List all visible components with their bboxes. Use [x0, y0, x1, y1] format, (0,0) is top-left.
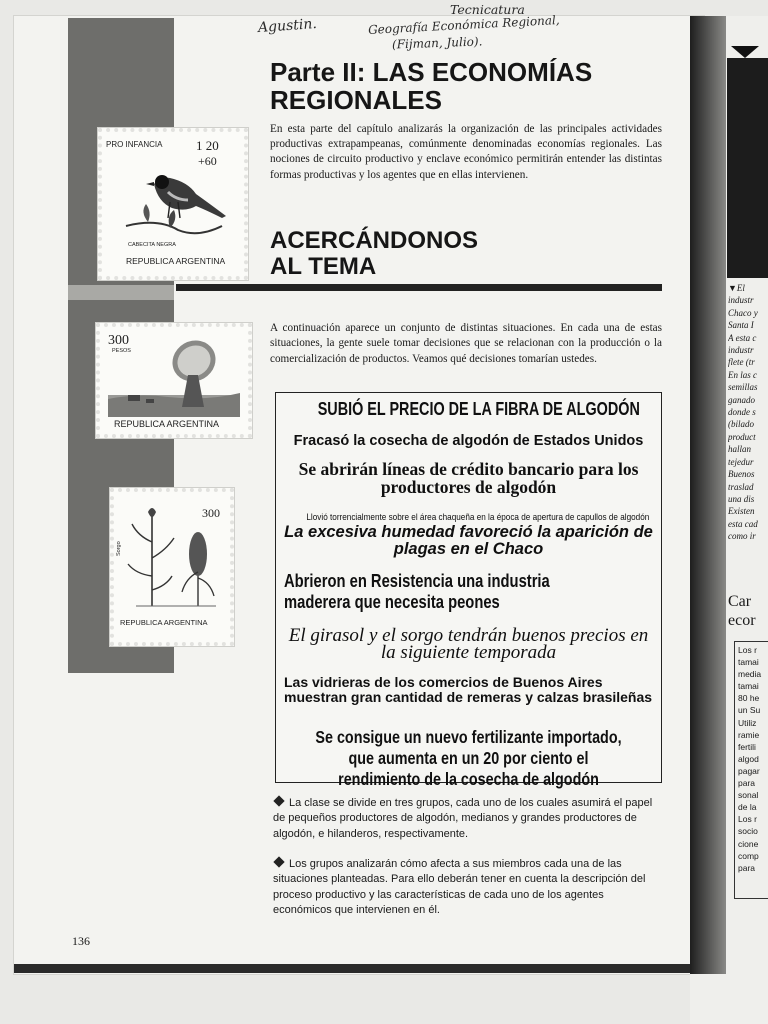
headline-sunflower-sorghum: El girasol y el sorgo tendrán buenos precios en la siguiente temporada: [288, 625, 649, 663]
facing-page-line: sonal: [738, 790, 759, 801]
facing-page-line: ▼El: [728, 283, 745, 293]
facing-page-line: flete (tr: [728, 357, 755, 368]
page-gutter-shadow: [690, 16, 726, 974]
facing-page-line: donde s: [728, 407, 756, 418]
headline-fiber-price: SUBIÓ EL PRECIO DE LA FIBRA DE ALGODÓN: [317, 399, 640, 419]
facing-page-line: Los r: [738, 814, 757, 825]
handwritten-name: Agustin.: [257, 15, 318, 37]
intro-paragraph: En esta parte del capítulo analizarás la organización de las principales actividades productivas extrapampeanas, comúnmente denominadas economías regionales. Las nociones de circuito productivo y enclave económico permitirán entender las distintas formas productivas y los agentes que en ellas intervienen.: [270, 123, 662, 181]
facing-page-line: En las c: [728, 369, 757, 380]
facing-page-line: como ir: [728, 531, 756, 542]
stamp-label: PRO INFANCIA: [106, 140, 163, 149]
facing-page-line: tamai: [738, 657, 759, 668]
facing-page-line: hallan: [728, 444, 752, 455]
handwritten-note-3: (Fijman, Julio).: [391, 34, 483, 52]
section-title: ACERCÁNDONOS AL TEMA: [270, 227, 479, 280]
facing-page-line: esta cad: [728, 518, 758, 529]
stamp-sorghum: [110, 488, 234, 646]
facing-page-line: fertili: [738, 741, 756, 752]
activity-item: La clase se divide en tres grupos, cada uno de los cuales asumirá el papel de pequeños productores de algodón, medianos y grandes productores de algodón, e hilanderos, respectivamente.: [273, 797, 653, 840]
facing-page-line: (bilado: [728, 419, 754, 430]
page-number: 136: [72, 934, 90, 948]
stamp-unit: PESOS: [112, 348, 131, 354]
bird-illustration-icon: [118, 156, 230, 240]
headline-fertilizer: Se consigue un nuevo fertilizante importado, que aumenta en un 20 por ciento el rendimiento de la cosecha de algodón: [315, 727, 622, 789]
facing-page-line: Car: [728, 593, 752, 610]
facing-page-line: ganado: [728, 394, 755, 405]
stamp-value: 300: [108, 333, 129, 348]
facing-page-heading: [728, 592, 768, 630]
sorghum-plant-icon: [126, 502, 222, 610]
facing-page-line: algod: [738, 753, 759, 764]
facing-page-line: tamai: [738, 681, 759, 692]
facing-page-box: [734, 641, 768, 899]
facing-page-line: industr: [728, 295, 754, 306]
stamp-bird: [98, 128, 248, 280]
diamond-bullet-icon: [273, 856, 284, 867]
handwritten-note-2: Geografía Económica Regional,: [367, 12, 560, 38]
facing-page-line: Utiliz: [738, 717, 757, 728]
facing-page-line: industr: [728, 345, 754, 356]
headline-credit-lines: Se abrirán líneas de crédito bancario para los productores de algodón: [298, 459, 639, 497]
bottom-rule: [14, 964, 690, 973]
facing-page-line: Chaco y: [728, 307, 758, 318]
stamp-antenna: [96, 323, 252, 438]
stamp-country: REPUBLICA ARGENTINA: [120, 618, 208, 627]
facing-page-line: Los r: [738, 645, 757, 655]
facing-page-line: A esta c: [728, 332, 757, 343]
headline-brazilian-clothing: Las vidrieras de los comercios de Buenos Aires muestran gran cantidad de remeras y calzas brasileñas: [284, 674, 653, 705]
facing-page-line: socio: [738, 826, 758, 837]
facing-page-line: para: [738, 778, 756, 789]
stamp-surcharge: +60: [198, 154, 217, 168]
satellite-dish-icon: [108, 335, 240, 417]
facing-page-line: tejedur: [728, 456, 754, 467]
headline-us-harvest: Fracasó la cosecha de algodón de Estados Unidos: [293, 433, 644, 449]
facing-page-line: 80 he: [738, 693, 760, 704]
facing-page-line: semillas: [728, 382, 758, 393]
facing-page-line: media: [738, 669, 762, 680]
stamp-country: REPUBLICA ARGENTINA: [114, 419, 220, 429]
stamp-value: 300: [202, 506, 220, 520]
facing-page-line: ramie: [738, 729, 760, 740]
facing-page-photo: [727, 58, 768, 278]
facing-page-line: Buenos: [728, 469, 755, 480]
facing-page-line: ecor: [728, 612, 756, 629]
facing-page-line: para: [738, 862, 756, 873]
facing-page-line: pagar: [738, 765, 760, 776]
stamp-species: CABECITA NEGRA: [128, 242, 176, 248]
stamp-value: 1 20: [196, 138, 219, 153]
diamond-bullet-icon: [273, 795, 284, 806]
headline-humidity-plagues: La excesiva humedad favoreció la aparición de plagas en el Chaco: [284, 523, 653, 558]
sidebar-band-highlight: [68, 285, 174, 300]
facing-page-line: cione: [738, 838, 759, 849]
headlines-box: [275, 392, 662, 789]
facing-page-line: comp: [738, 850, 759, 861]
activity-item: Los grupos analizarán cómo afecta a sus miembros cada una de las situaciones planteadas. Para ello deberán tener en cuenta la descripción del proceso productivo y las características de cada uno de los agentes económicos que intervienen en él.: [273, 858, 646, 916]
facing-page-line: un Su: [738, 705, 761, 716]
facing-page-caption: [728, 282, 768, 543]
facing-page-marker-icon: [731, 46, 759, 58]
facing-page-line: traslad: [728, 481, 754, 492]
facing-page-line: Santa I: [728, 320, 754, 331]
lead-paragraph: A continuación aparece un conjunto de distintas situaciones. En cada una de estas situaciones, la gente suele tomar decisiones que se relacionan con la producción o la comercialización de productos. Veamos qué decisiones tomarían ustedes.: [270, 322, 662, 365]
stamp-species: Sorgo: [116, 541, 122, 556]
facing-page-line: product: [728, 431, 756, 442]
headline-lumber-industry: Abrieron en Resistencia una industria maderera que necesita peones: [284, 571, 550, 612]
facing-page-line: Existen: [728, 506, 755, 517]
facing-page-line: de la: [738, 802, 757, 813]
headline-rain-kicker: Llovió torrencialmente sobre el área chaqueña en la época de apertura de capullos de algodón: [306, 512, 650, 523]
part-title: Parte II: LAS ECONOMÍAS REGIONALES: [270, 57, 593, 115]
section-divider: [176, 284, 662, 291]
facing-page-line: una dis: [728, 493, 755, 504]
handwritten-note-1: Tecnicatura: [450, 2, 525, 17]
stamp-country: REPUBLICA ARGENTINA: [126, 256, 226, 266]
